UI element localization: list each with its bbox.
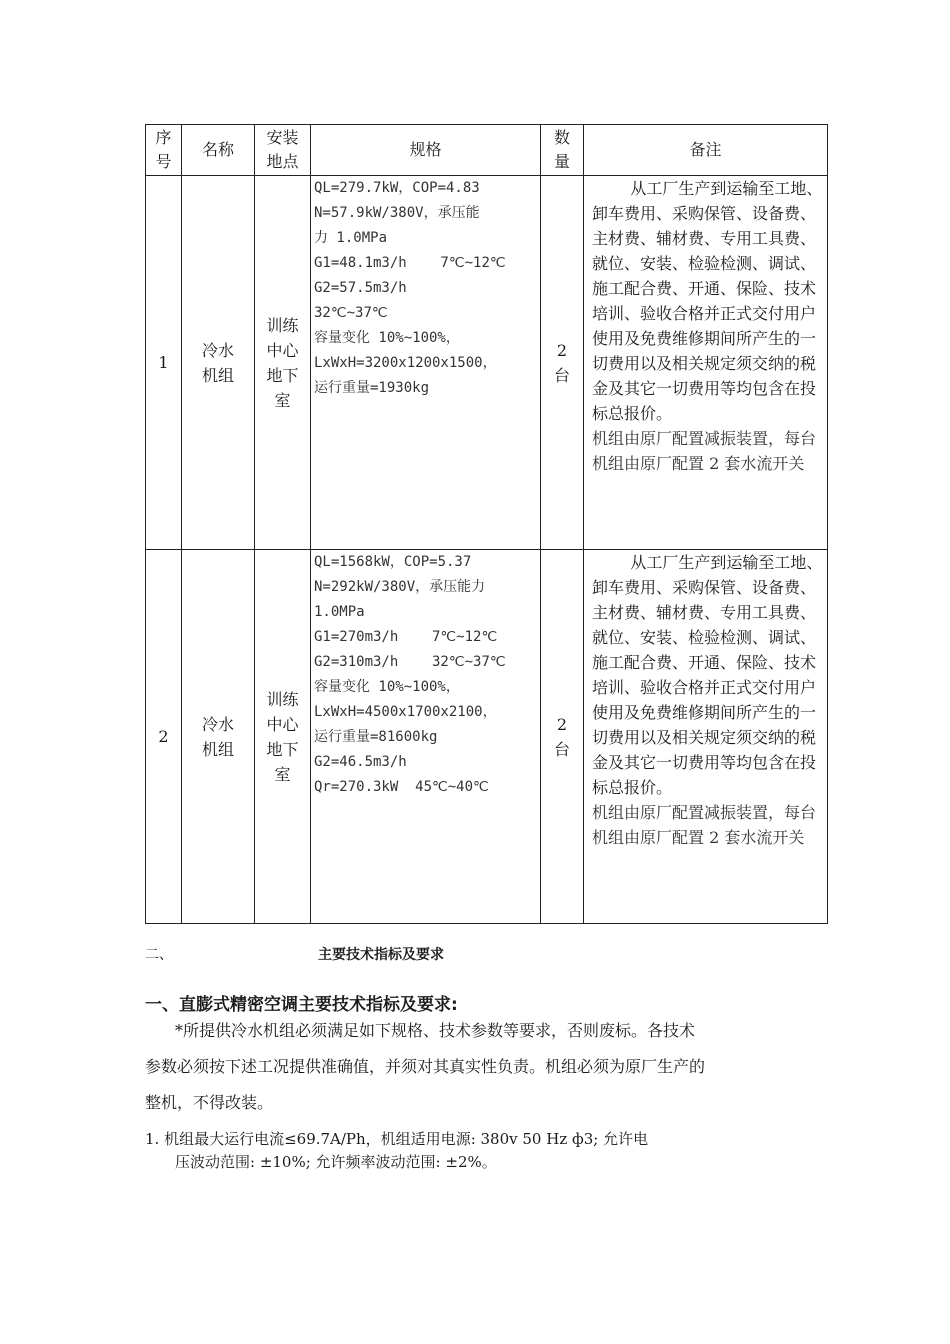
header-index: 序 号 <box>146 125 182 176</box>
equipment-table <box>145 124 828 924</box>
table-row <box>146 550 828 924</box>
header-location: 安装 地点 <box>255 125 311 176</box>
remark-tail: 机组由原厂配置减振装置，每台机组由原厂配置 2 套水流开关 <box>592 429 817 473</box>
row-spec: QL=1568kW，COP=5.37 N=292kW/380V，承压能力 1.0MPa G1=270m3/h 7℃~12℃ G2=310m3/h 32℃~37℃ 容量变化 10%~100%， LxWxH=4500x1700x2100， 运行重量=81600kg G2=46.5m3/h Qr=270.3kW 45℃~40℃ <box>311 550 541 924</box>
item-line: 1. 机组最大运行电流≤69.7A/Ph，机组适用电源: 380v 50 Hz ф3; 允许电 <box>145 1130 649 1148</box>
header-remark: 备注 <box>584 125 828 176</box>
row-location: 训练 中心 地下 室 <box>255 176 311 550</box>
row-qty: 2 台 <box>541 176 584 550</box>
remark-main: 从工厂生产到运输至工地、卸车费用、采购保管、设备费、主材费、辅材费、专用工具费、就位、安装、检验检测、调试、施工配合费、开通、保险、技术培训、验收合格并正式交付用户使用及免费维修期间所产生的一切费用以及相关规定须交纳的税金及其它一切费用等均包含在投标总报价。 <box>592 179 823 423</box>
row-name: 冷水 机组 <box>182 176 255 550</box>
item-line: 压波动范围: ±10%; 允许频率波动范围: ±2%。 <box>175 1153 497 1171</box>
table-row <box>146 176 828 550</box>
row-index: 1 <box>146 176 182 550</box>
row-remark <box>584 550 828 924</box>
remark-tail: 机组由原厂配置减振装置，每台机组由原厂配置 2 套水流开关 <box>592 803 817 847</box>
row-qty: 2 台 <box>541 550 584 924</box>
row-remark <box>584 176 828 550</box>
section-title: 主要技术指标及要求 <box>318 947 444 963</box>
sub-heading: 一、直膨式精密空调主要技术指标及要求: <box>145 995 458 1015</box>
header-spec: 规格 <box>311 125 541 176</box>
row-location: 训练 中心 地下 室 <box>255 550 311 924</box>
section-number: 二、 <box>145 947 173 963</box>
requirement-item <box>145 1128 835 1174</box>
intro-line: 整机，不得改装。 <box>145 1093 274 1112</box>
intro-line: 参数必须按下述工况提供准确值，并须对其真实性负责。机组必须为原厂生产的 <box>145 1057 706 1076</box>
remark-main: 从工厂生产到运输至工地、卸车费用、采购保管、设备费、主材费、辅材费、专用工具费、就位、安装、检验检测、调试、施工配合费、开通、保险、技术培训、验收合格并正式交付用户使用及免费维修期间所产生的一切费用以及相关规定须交纳的税金及其它一切费用等均包含在投标总报价。 <box>592 553 823 797</box>
row-name: 冷水 机组 <box>182 550 255 924</box>
table-header-row <box>146 125 828 176</box>
header-name: 名称 <box>182 125 255 176</box>
intro-paragraph <box>145 1013 825 1121</box>
row-index: 2 <box>146 550 182 924</box>
header-qty: 数 量 <box>541 125 584 176</box>
row-spec: QL=279.7kW，COP=4.83 N=57.9kW/380V，承压能 力 1.0MPa G1=48.1m3/h 7℃~12℃ G2=57.5m3/h 32℃~37℃ 容量变化 10%~100%， LxWxH=3200x1200x1500， 运行重量=1930kg <box>311 176 541 550</box>
intro-line: *所提供冷水机组必须满足如下规格、技术参数等要求，否则废标。各技术 <box>175 1021 696 1040</box>
